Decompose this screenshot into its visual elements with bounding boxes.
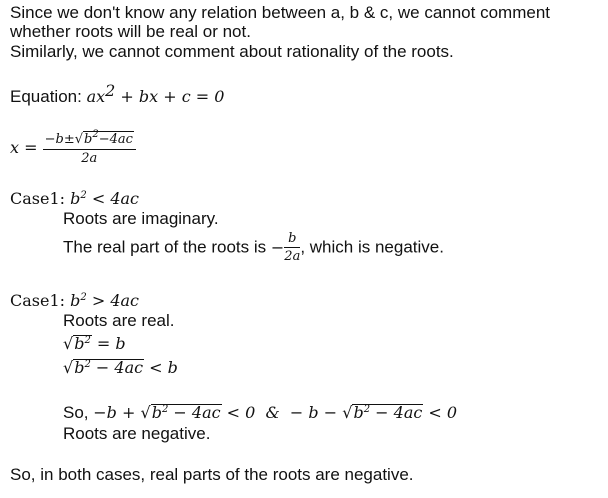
case1-cond-exp: 2: [80, 190, 87, 201]
case2-so-exp2: 2: [363, 404, 371, 415]
case2-so-b1: b: [151, 403, 162, 422]
formula-radicand-rest: −4ac: [98, 132, 133, 147]
case2-sqrt2-b: b: [74, 358, 85, 377]
sqrt-sign-icon: √: [63, 358, 74, 377]
case1-cond-rest: < 4ac: [86, 189, 140, 208]
case1-minus: −: [270, 238, 285, 257]
equation-line: [10, 81, 225, 108]
formula-sqrt: [75, 131, 134, 148]
equation-expr-a: ax: [86, 87, 106, 106]
formula-denominator: 2a: [81, 151, 98, 166]
case2-sqrt2-rest: < b: [144, 358, 178, 377]
case2-sqrt1-rest: = b: [91, 334, 126, 353]
formula-radicand-exp: 2: [92, 129, 99, 140]
formula-lhs: x =: [10, 137, 38, 157]
sqrt-sign-icon: √: [74, 132, 84, 147]
case2-cond-exp: 2: [80, 292, 87, 303]
equation-expr-rest: + bx + c = 0: [115, 87, 225, 106]
case2-so-sqrt-1: [140, 403, 221, 423]
quadratic-formula: [10, 128, 136, 166]
case2-heading: [10, 291, 139, 311]
sqrt-sign-icon: √: [63, 334, 74, 353]
intro-line-2: whether roots will be real or not.: [10, 22, 251, 41]
case2-so-expr1-pre: −b +: [93, 403, 141, 422]
case1-cond-b: b: [70, 189, 81, 208]
formula-radicand: b: [84, 132, 93, 147]
case2-so-end: < 0: [423, 403, 458, 422]
case1-line-1: Roots are imaginary.: [63, 209, 219, 228]
case2-sqrt2-radicand-rest: − 4ac: [90, 358, 144, 377]
case2-cond-rest: > 4ac: [86, 291, 140, 310]
equation-exponent: 2: [105, 81, 116, 100]
case1-heading: [10, 189, 139, 209]
intro-line-1: Since we don't know any relation between a, b & c, we cannot comment: [10, 3, 550, 22]
case2-label: Case1:: [10, 291, 71, 310]
conclusion: So, in both cases, real parts of the roots are negative.: [10, 465, 414, 484]
case1-line2-post: , which is negative.: [300, 237, 444, 257]
case2-sqrt1-b: b: [74, 334, 85, 353]
intro-line-3: Similarly, we cannot comment about rationality of the roots.: [10, 42, 454, 61]
case1-line2-pre: The real part of the roots is: [63, 237, 271, 257]
case2-sqrt2-exp: 2: [84, 359, 91, 370]
case2-so-rad1-rest: − 4ac: [168, 403, 221, 422]
case1-frac-den: 2a: [284, 249, 301, 264]
case2-so-rad2-rest: − 4ac: [370, 403, 423, 422]
case2-cond-b: b: [70, 291, 81, 310]
formula-num-pre: −b±: [44, 132, 75, 147]
case2-so-line: [63, 403, 457, 424]
case2-sqrt1-exp: 2: [84, 335, 91, 346]
case1-fraction: [284, 231, 300, 264]
case2-so-pre: So,: [63, 403, 94, 422]
case2-line-1: Roots are real.: [63, 311, 175, 330]
case2-so-sqrt-2: [342, 403, 423, 423]
formula-numerator: [43, 128, 136, 150]
case2-sqrt-line-1: [63, 334, 126, 354]
formula-fraction: [43, 128, 136, 166]
case2-line-negative: Roots are negative.: [63, 424, 211, 443]
equation-label: Equation:: [10, 87, 87, 106]
case1-label: Case1:: [10, 189, 71, 208]
sqrt-sign-icon: √: [342, 403, 353, 422]
case2-so-exp1: 2: [161, 404, 169, 415]
case1-frac-num: b: [284, 231, 300, 248]
case2-so-b2: b: [353, 403, 364, 422]
case2-sqrt-line-2: [63, 358, 178, 378]
case2-so-mid: < 0 & − b −: [221, 403, 343, 422]
case2-sqrt-1: [63, 334, 92, 354]
case2-sqrt-2: [63, 358, 144, 378]
case1-line-2: [63, 231, 444, 264]
sqrt-sign-icon: √: [140, 403, 151, 422]
